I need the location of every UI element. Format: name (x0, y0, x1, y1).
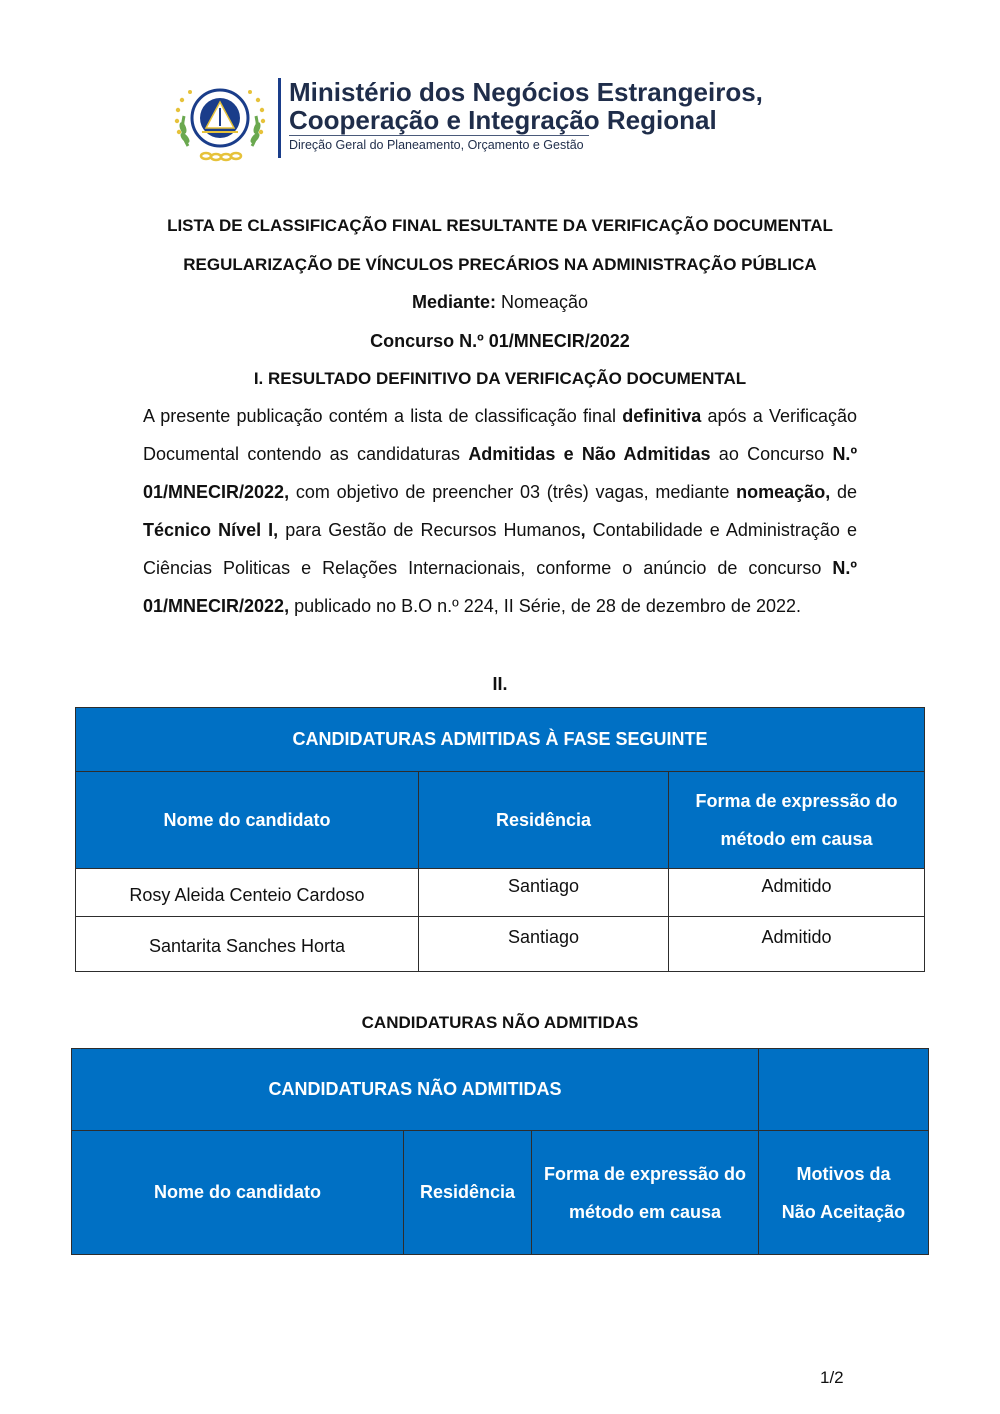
ministry-name: Ministério dos Negócios Estrangeiros, Cooperação e Integração Regional (289, 77, 763, 135)
col-header-reasons: Motivos da Não Aceitação (759, 1131, 929, 1255)
cell-status: Admitido (669, 869, 925, 917)
cell-name: Santarita Sanches Horta (76, 917, 419, 972)
mediante-label: Mediante: (411, 292, 496, 312)
concurso-number: Concurso N.º 01/MNECIR/2022 (370, 331, 630, 351)
coat-of-arms-seal (170, 78, 270, 166)
department-underline (289, 135, 589, 136)
cell-name: Rosy Aleida Centeio Cardoso (76, 869, 419, 917)
header-divider (278, 78, 281, 158)
page-number: 1/2 (820, 1368, 844, 1387)
not-admitted-table-title: CANDIDATURAS NÃO ADMITIDAS (72, 1049, 759, 1131)
mediante-line (100, 292, 900, 313)
department-name: Direção Geral do Planeamento, Orçamento e Gestão (289, 138, 584, 152)
cell-status: Admitido (669, 917, 925, 972)
cell-residence: Santiago (419, 869, 669, 917)
admitted-table-title: CANDIDATURAS ADMITIDAS À FASE SEGUINTE (76, 708, 925, 772)
admitted-candidates-table (75, 707, 925, 972)
col-header-method: Forma de expressão do método em causa (532, 1131, 759, 1255)
publication-paragraph: A presente publicação contém a lista de classificação final definitiva após a Verificação Documental contendo as candidaturas Admitidas e Não Admitidas ao Concurso N.º 01/MNECIR/2022, com objetivo de preencher 03 (três) vagas, mediante nomeação, de Técnico Nível I, para Gestão de Recursos Humanos, Contabilidade e Administração e Ciências Politicas e Relações Internacionais, conforme o anúncio de concurso N.º 01/MNECIR/2022, publicado no B.O n.º 224, II Série, de 28 de dezembro de 2022. (143, 406, 858, 616)
col-header-name: Nome do candidato (76, 772, 419, 869)
col-header-name: Nome do candidato (72, 1131, 404, 1255)
col-header-residence: Residência (419, 772, 669, 869)
section-i-heading: I. RESULTADO DEFINITIVO DA VERIFICAÇÃO DOCUMENTAL (253, 369, 747, 388)
col-header-residence: Residência (404, 1131, 532, 1255)
empty-header-cell (759, 1049, 929, 1131)
table-row (76, 917, 925, 972)
mediante-value: Nomeação (495, 292, 589, 312)
cell-residence: Santiago (419, 917, 669, 972)
section-ii-heading: II. (492, 674, 508, 694)
document-title: LISTA DE CLASSIFICAÇÃO FINAL RESULTANTE DA VERIFICAÇÃO DOCUMENTAL (167, 216, 833, 235)
document-subtitle: REGULARIZAÇÃO DE VÍNCULOS PRECÁRIOS NA ADMINISTRAÇÃO PÚBLICA (183, 255, 817, 274)
not-admitted-candidates-table (71, 1048, 929, 1255)
table-row (76, 869, 925, 917)
col-header-method: Forma de expressão do método em causa (669, 772, 925, 869)
letterhead (170, 74, 830, 166)
not-admitted-heading: CANDIDATURAS NÃO ADMITIDAS (361, 1013, 639, 1032)
